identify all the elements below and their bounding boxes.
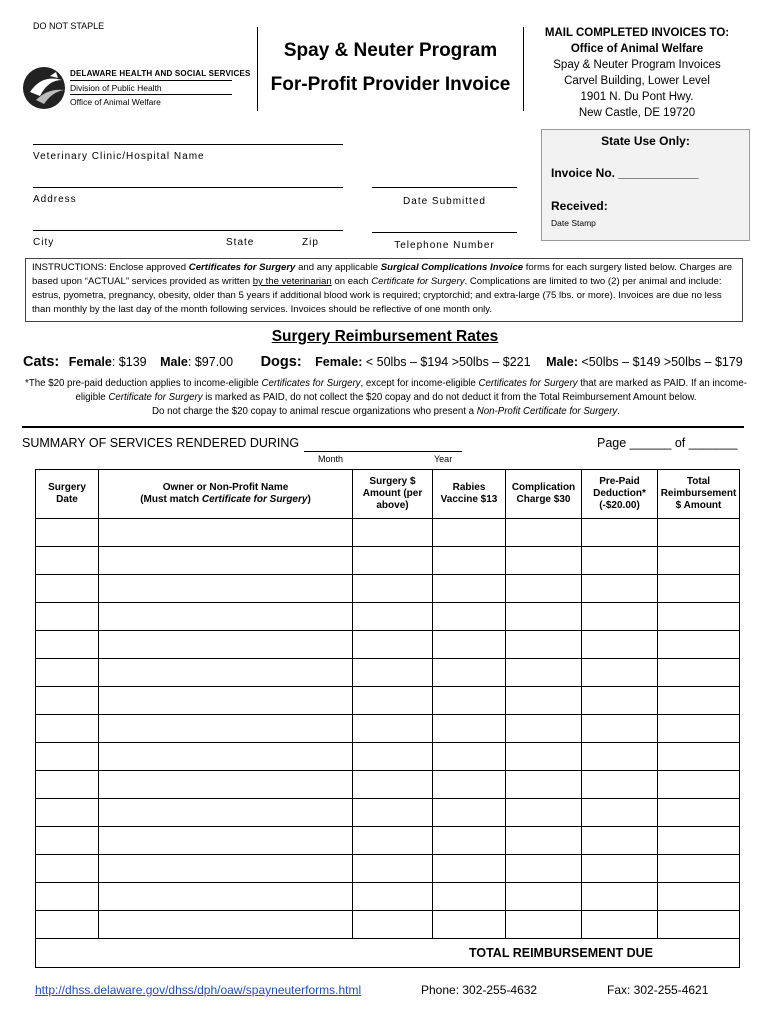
col-rabies: Rabies Vaccine $13 (433, 470, 506, 519)
cat-female-rate: : $139 (111, 355, 147, 369)
table-cell[interactable] (99, 715, 353, 743)
address-label: Address (33, 194, 77, 205)
table-cell[interactable] (506, 519, 582, 547)
table-cell[interactable] (582, 547, 658, 575)
table-cell[interactable] (506, 715, 582, 743)
table-row (36, 799, 740, 827)
table-cell[interactable] (353, 631, 433, 659)
table-row (36, 687, 740, 715)
table-cell[interactable] (658, 911, 740, 939)
table-cell[interactable] (353, 883, 433, 911)
table-cell[interactable] (582, 827, 658, 855)
note-text-5: Do not charge the $20 copay to animal rescue organizations who present a (152, 406, 477, 417)
table-cell[interactable] (353, 743, 433, 771)
table-cell[interactable] (99, 659, 353, 687)
table-cell[interactable] (99, 575, 353, 603)
table-cell[interactable] (658, 631, 740, 659)
table-cell[interactable] (36, 911, 99, 939)
instructions-underline: by the veterinarian (252, 276, 332, 287)
month-label: Month (318, 454, 344, 464)
table-cell[interactable] (658, 687, 740, 715)
zip-label: Zip (302, 237, 319, 248)
table-cell[interactable] (433, 575, 506, 603)
year-label: Year (434, 454, 453, 464)
city-label: City (33, 237, 55, 248)
table-cell[interactable] (506, 743, 582, 771)
table-cell[interactable] (582, 519, 658, 547)
col-owner-name (99, 470, 353, 519)
table-cell[interactable] (99, 799, 353, 827)
table-cell[interactable] (658, 771, 740, 799)
cat-female-label: Female (68, 355, 112, 369)
table-row (36, 603, 740, 631)
table-cell[interactable] (506, 687, 582, 715)
table-cell[interactable] (99, 883, 353, 911)
table-cell[interactable] (99, 771, 353, 799)
table-cell[interactable] (99, 603, 353, 631)
total-row (36, 939, 740, 968)
col-owner-name-line1: Owner or Non-Profit Name (162, 482, 289, 493)
table-cell[interactable] (658, 743, 740, 771)
table-cell[interactable] (99, 743, 353, 771)
table-cell[interactable] (353, 911, 433, 939)
table-cell[interactable] (433, 715, 506, 743)
table-cell[interactable] (99, 687, 353, 715)
table-cell[interactable] (582, 855, 658, 883)
table-cell[interactable] (433, 855, 506, 883)
table-cell[interactable] (433, 603, 506, 631)
table-row (36, 743, 740, 771)
table-cell[interactable] (353, 575, 433, 603)
table-cell[interactable] (582, 715, 658, 743)
cat-male-label: Male (160, 355, 188, 369)
table-cell[interactable] (353, 603, 433, 631)
table-cell[interactable] (658, 519, 740, 547)
mail-to-line3: 1901 N. Du Pont Hwy. (580, 91, 694, 103)
dogs-label: Dogs: (260, 354, 302, 370)
table-cell[interactable] (36, 883, 99, 911)
table-row (36, 631, 740, 659)
dog-female-rate: < 50lbs – $194 >50lbs – $221 (362, 355, 531, 369)
col-total: Total Reimbursement $ Amount (658, 470, 740, 519)
table-cell[interactable] (506, 659, 582, 687)
table-cell[interactable] (36, 743, 99, 771)
mail-to-block (526, 25, 748, 121)
cats-label: Cats: (23, 354, 60, 370)
table-cell[interactable] (658, 575, 740, 603)
table-cell[interactable] (582, 883, 658, 911)
form-title: Spay & Neuter Program (283, 40, 498, 61)
table-cell[interactable] (353, 715, 433, 743)
instructions-text: INSTRUCTIONS: Enclose approved (32, 262, 189, 273)
table-header-row (36, 470, 740, 519)
col-surgery-amount: Surgery $ Amount (per above) (353, 470, 433, 519)
instructions-text-3: forms for each surgery listed below. Charges are based upon “ACTUAL” services provided as written (32, 262, 733, 287)
table-cell[interactable] (353, 771, 433, 799)
table-row (36, 911, 740, 939)
note-text-1: *The $20 pre-paid deduction applies to income-eligible (25, 378, 262, 389)
instructions-bold-2: Surgical Complications Invoice (380, 262, 524, 273)
phone-number: Phone: 302-255-4632 (421, 983, 538, 997)
date-stamp-label: Date Stamp (551, 218, 596, 228)
note-text-3: that are marked as PAID. If an income-eligible (75, 378, 747, 403)
invoice-number-label: Invoice No. ____________ (551, 166, 699, 180)
dog-male-rate: <50lbs – $149 >50lbs – $179 (578, 355, 743, 369)
dhss-logo (22, 66, 68, 115)
table-cell[interactable] (433, 519, 506, 547)
state-use-heading: State Use Only: (601, 134, 690, 148)
note-italic-4: Non-Profit Certificate for Surgery (476, 406, 618, 417)
table-cell[interactable] (582, 743, 658, 771)
table-cell[interactable] (433, 659, 506, 687)
table-cell[interactable] (506, 799, 582, 827)
table-cell[interactable] (582, 771, 658, 799)
forms-url-link[interactable]: http://dhss.delaware.gov/dhss/dph/oaw/spayneuterforms.html (35, 983, 362, 997)
table-cell[interactable] (433, 631, 506, 659)
table-row (36, 715, 740, 743)
agency-office: Office of Animal Welfare (70, 97, 161, 107)
table-cell[interactable] (353, 659, 433, 687)
note-italic-3: Certificate for Surgery (108, 392, 203, 403)
note-text-6: . (617, 406, 620, 417)
table-cell[interactable] (582, 911, 658, 939)
table-row (36, 771, 740, 799)
table-cell[interactable] (433, 799, 506, 827)
instructions-text-4: on each (331, 276, 372, 287)
instructions-italic: Certificate for Surgery (371, 276, 465, 287)
table-cell[interactable] (99, 827, 353, 855)
table-cell[interactable] (658, 547, 740, 575)
table-cell[interactable] (658, 659, 740, 687)
table-cell[interactable] (99, 855, 353, 883)
col-complication: Complication Charge $30 (506, 470, 582, 519)
table-cell[interactable] (99, 631, 353, 659)
instructions-box (25, 258, 743, 322)
mail-to-line2: Carvel Building, Lower Level (564, 75, 710, 87)
note-text-4: is marked as PAID, do not collect the $20 copay and do not deduct it from the Total Reimbursement Amount below. (202, 392, 697, 403)
dog-male-label: Male: (546, 355, 579, 369)
state-use-box (541, 129, 750, 241)
table-row (36, 883, 740, 911)
table-cell[interactable] (658, 603, 740, 631)
table-cell[interactable] (582, 631, 658, 659)
table-cell[interactable] (36, 547, 99, 575)
table-row (36, 547, 740, 575)
table-cell[interactable] (36, 519, 99, 547)
table-cell[interactable] (506, 631, 582, 659)
summary-label: SUMMARY OF SERVICES RENDERED DURING (22, 436, 300, 450)
telephone-label: Telephone Number (394, 240, 495, 251)
table-row (36, 855, 740, 883)
instructions-text-5: . Complications are limited to two (2) per animal and include: estrus, pyometra, pregnancy, obesity, older than 5 years if additional blood work is required; cryptorchid; and extra-large (75 lbs. or more). Invoices are due no less than monthly by the last day of the month following services. Invoices should be reflective of one month only. (32, 276, 722, 315)
table-row (36, 575, 740, 603)
instructions-bold-1: Certificates for Surgery (188, 262, 296, 273)
col-surgery-date: Surgery Date (36, 470, 99, 519)
table-cell[interactable] (433, 911, 506, 939)
table-cell[interactable] (36, 715, 99, 743)
table-cell[interactable] (433, 827, 506, 855)
agency-division: Division of Public Health (70, 83, 162, 93)
cat-male-rate: : $97.00 (187, 355, 234, 369)
table-cell[interactable] (36, 771, 99, 799)
table-cell[interactable] (36, 855, 99, 883)
prepaid-note (22, 377, 750, 419)
form-subtitle: For-Profit Provider Invoice (270, 74, 511, 95)
note-italic-2: Certificates for Surgery (478, 378, 578, 389)
clinic-name-label: Veterinary Clinic/Hospital Name (33, 151, 205, 162)
table-cell[interactable] (353, 827, 433, 855)
table-cell[interactable] (506, 911, 582, 939)
table-cell[interactable] (582, 603, 658, 631)
table-cell[interactable] (433, 771, 506, 799)
table-cell[interactable] (582, 799, 658, 827)
table-cell[interactable] (36, 575, 99, 603)
dog-female-label: Female: (315, 355, 363, 369)
table-cell[interactable] (36, 827, 99, 855)
table-cell[interactable] (99, 519, 353, 547)
table-cell[interactable] (658, 715, 740, 743)
table-cell[interactable] (506, 547, 582, 575)
table-cell[interactable] (36, 631, 99, 659)
table-cell[interactable] (658, 883, 740, 911)
rates-heading: Surgery Reimbursement Rates (271, 328, 499, 345)
table-row (36, 659, 740, 687)
do-not-staple: DO NOT STAPLE (33, 21, 105, 31)
table-cell[interactable] (433, 883, 506, 911)
table-cell[interactable] (433, 547, 506, 575)
table-cell[interactable] (353, 519, 433, 547)
instructions-text-2: and any applicable (295, 262, 381, 273)
received-label: Received: (551, 199, 608, 213)
table-cell[interactable] (582, 575, 658, 603)
table-cell[interactable] (353, 799, 433, 827)
table-cell[interactable] (506, 575, 582, 603)
table-cell[interactable] (36, 799, 99, 827)
table-cell[interactable] (582, 659, 658, 687)
rates-line (23, 354, 743, 370)
note-text-2: , except for income-eligible (360, 378, 479, 389)
fax-number: Fax: 302-255-4621 (607, 983, 709, 997)
mail-to-office: Office of Animal Welfare (570, 43, 704, 55)
page-of-label: Page ______ of _______ (597, 436, 738, 450)
table-cell[interactable] (658, 855, 740, 883)
table-cell[interactable] (433, 687, 506, 715)
services-table (35, 469, 740, 968)
table-cell[interactable] (353, 687, 433, 715)
col-owner-name-line2a: (Must match (140, 494, 202, 505)
table-cell[interactable] (506, 827, 582, 855)
table-cell[interactable] (99, 547, 353, 575)
table-cell[interactable] (506, 603, 582, 631)
agency-name: DELAWARE HEALTH AND SOCIAL SERVICES (70, 69, 251, 78)
total-reimbursement-label: TOTAL REIMBURSEMENT DUE (36, 939, 740, 968)
table-row (36, 827, 740, 855)
table-cell[interactable] (506, 855, 582, 883)
table-cell[interactable] (433, 743, 506, 771)
table-cell[interactable] (353, 855, 433, 883)
table-cell[interactable] (506, 771, 582, 799)
note-italic-1: Certificates for Surgery (261, 378, 361, 389)
col-owner-name-close: ) (307, 494, 311, 505)
table-row (36, 519, 740, 547)
col-owner-name-italic: Certificate for Surgery (201, 494, 308, 505)
table-cell[interactable] (582, 687, 658, 715)
mail-to-line4: New Castle, DE 19720 (578, 107, 696, 119)
table-cell[interactable] (658, 799, 740, 827)
table-cell[interactable] (353, 547, 433, 575)
mail-to-line1: Spay & Neuter Program Invoices (553, 59, 721, 71)
table-cell[interactable] (36, 603, 99, 631)
table-cell[interactable] (36, 659, 99, 687)
table-cell[interactable] (99, 911, 353, 939)
mail-to-heading: MAIL COMPLETED INVOICES TO: (544, 27, 730, 39)
col-prepaid: Pre-Paid Deduction* (-$20.00) (582, 470, 658, 519)
table-cell[interactable] (36, 687, 99, 715)
table-cell[interactable] (506, 883, 582, 911)
state-label: State (226, 237, 255, 248)
date-submitted-label: Date Submitted (403, 196, 486, 207)
table-cell[interactable] (658, 827, 740, 855)
